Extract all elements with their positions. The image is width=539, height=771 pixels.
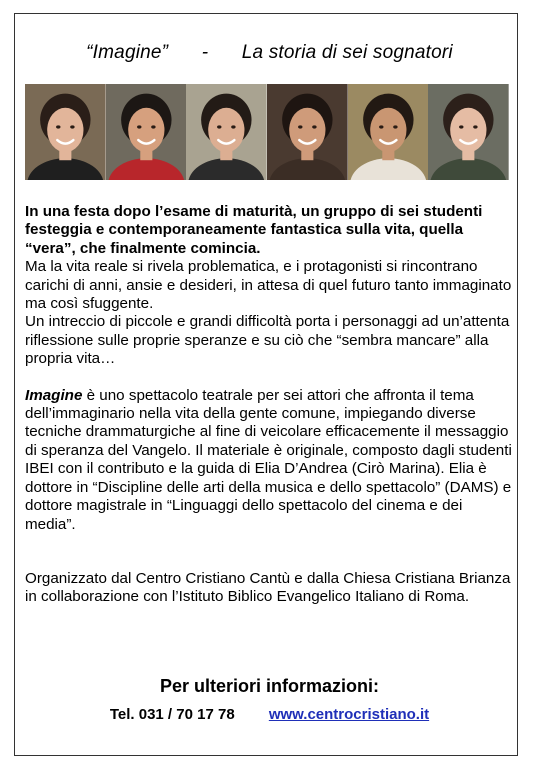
show-name: Imagine <box>25 386 83 404</box>
website-link[interactable]: www.centrocristiano.it <box>268 706 430 723</box>
cast-photo-strip <box>25 84 509 180</box>
cast-photo-5 <box>348 84 429 180</box>
portrait-image <box>106 84 187 180</box>
cast-photo-2 <box>106 84 187 180</box>
title-dash: - <box>201 42 209 63</box>
portrait-image <box>25 84 106 180</box>
show-description: è uno spettacolo teatrale per sei attori che affronta il tema dell’immaginario nella vita della gente comune, impiegando diverse tecniche drammaturgiche al fine di veicolare efficacemente il messaggio di speranza del Vangelo. Il materiale è originale, composto dagli studenti IBEI con il contributo e la guida di Elia D’Andrea (Cirò Marina). Elia è dottore in “Discipline delle arti della musica e dello spettacolo” (DAMS) e dottore magistrale in “Linguaggi dello spettacolo del cinema e dei media”. <box>25 386 512 533</box>
intro-text: Ma la vita reale si rivela problematica, e i protagonisti si rincontrano carichi di anni, ansie e desideri, in attesa di quel futuro tanto immaginato ma così sfuggente. <box>25 258 512 313</box>
cast-photo-1 <box>25 84 106 180</box>
portrait-image <box>267 84 348 180</box>
portrait-image <box>186 84 267 180</box>
cast-photo-4 <box>267 84 348 180</box>
intro-more-text: Un intreccio di piccole e grandi difficoltà porta i personaggi ad un’attenta riflessione sulle proprie speranze e su ciò che “sembra mancare” alla propria vita… <box>25 313 510 368</box>
title-quoted: “Imagine” <box>86 42 169 63</box>
poster-title <box>0 42 539 64</box>
portrait-image <box>348 84 429 180</box>
portrait-image <box>428 84 509 180</box>
cast-photo-3 <box>186 84 267 180</box>
info-heading: Per ulteriori informazioni: <box>159 676 380 696</box>
organizers-text: Organizzato dal Centro Cristiano Cantù e dalla Chiesa Cristiana Brianza in collaborazione con l’Istituto Biblico Evangelico Italiano di Roma. <box>25 569 511 606</box>
contact-line <box>0 706 539 723</box>
cast-photo-6 <box>428 84 509 180</box>
phone-number: Tel. 031 / 70 17 78 <box>109 706 235 723</box>
intro-bold-text: In una festa dopo l’esame di maturità, un gruppo di sei studenti festeggia e contemporaneamente fantastica sulla vita, quella “vera”, che finalmente comincia. <box>25 203 483 257</box>
title-subtitle: La storia di sei sognatori <box>241 42 453 63</box>
poster-body <box>25 203 515 607</box>
